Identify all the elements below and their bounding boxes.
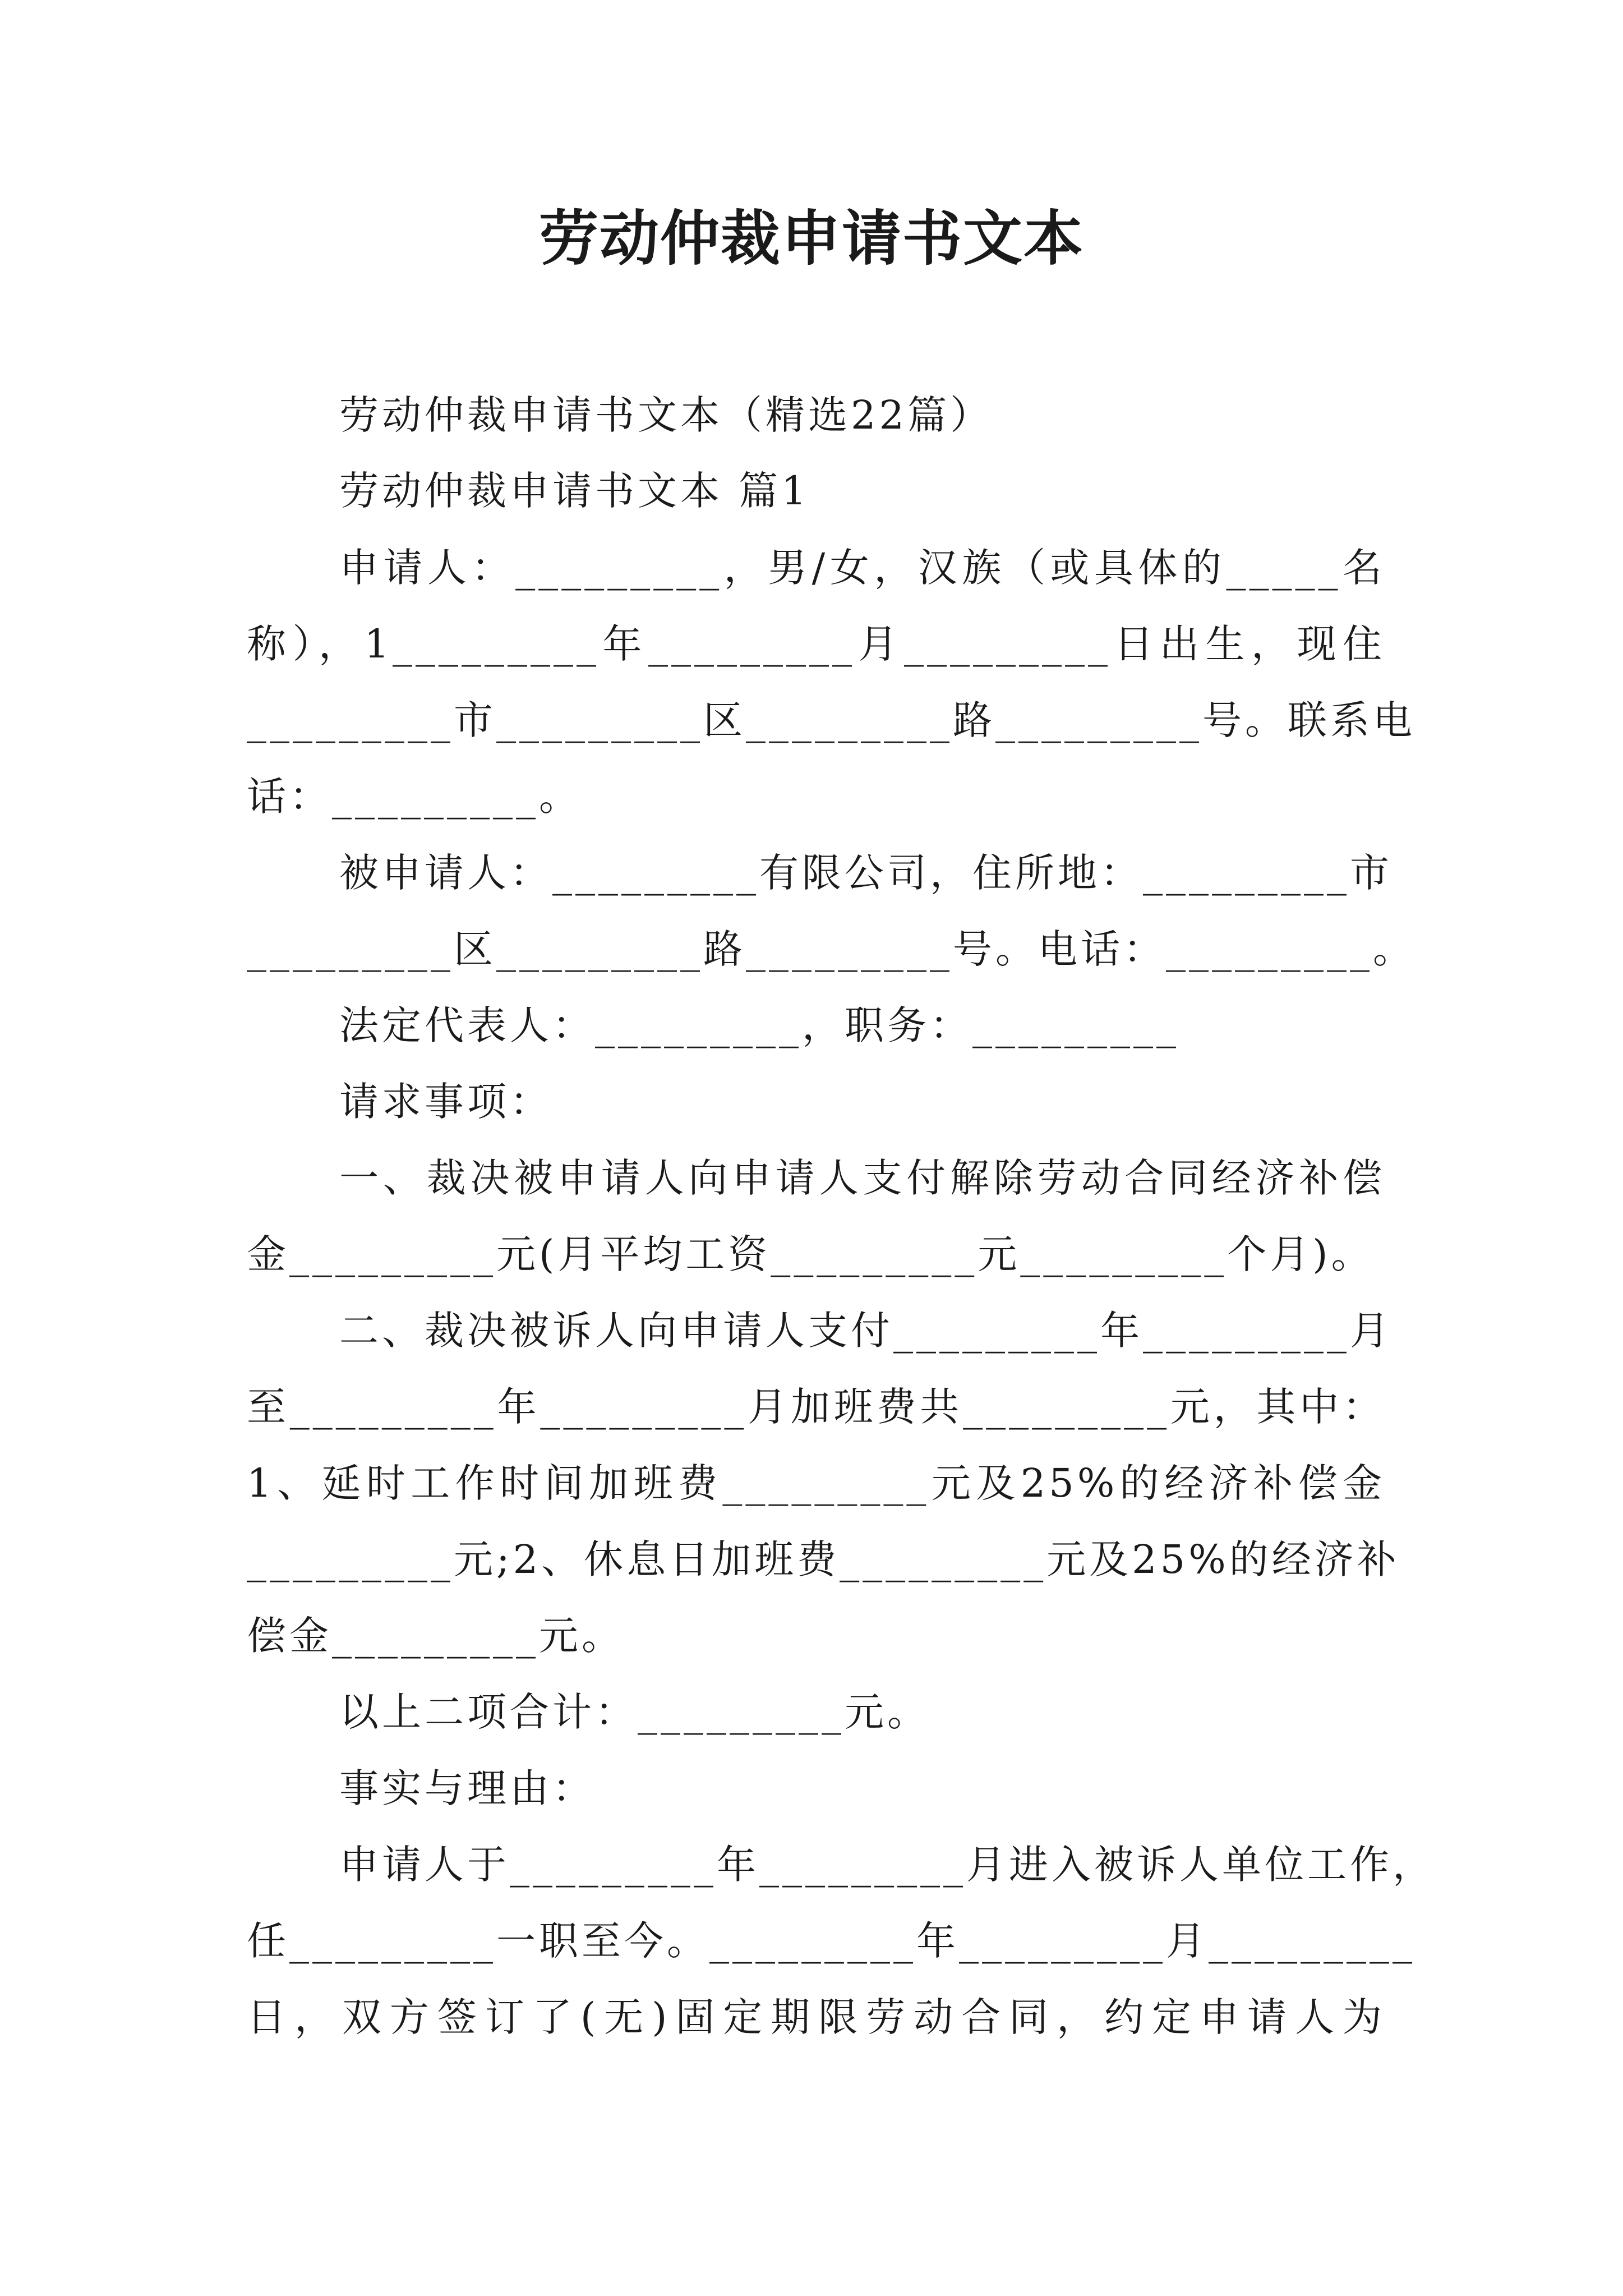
paragraph-line: 以上二项合计：_________元。: [339, 1689, 930, 1735]
paragraph-line: 称），1_________年_________月_________日出生，现住: [247, 621, 1385, 667]
paragraph-line: 日，双方签订了(无)固定期限劳动合同，约定申请人为: [247, 1994, 1385, 2040]
document-title: 劳动仲裁申请书文本: [539, 203, 1084, 273]
paragraph-line: 事实与理由：: [339, 1765, 595, 1811]
paragraph-line: 1、延时工作时间加班费_________元及25%的经济补偿金: [247, 1460, 1385, 1506]
paragraph-line: _________市_________区_________路_________号。联系电: [247, 697, 1415, 743]
paragraph-line: 至_________年_________月加班费共_________元，其中：: [247, 1384, 1385, 1430]
paragraph-line: 偿金_________元。: [247, 1613, 624, 1659]
paragraph-line: 一、裁决被申请人向申请人支付解除劳动合同经济补偿: [339, 1155, 1385, 1201]
paragraph-line: _________区_________路_________号。电话：_________。: [247, 926, 1415, 972]
paragraph-line: 请求事项：: [339, 1079, 552, 1125]
paragraph-line: 金_________元(月平均工资_________元_________个月)。: [247, 1231, 1374, 1277]
paragraph-line: 法定代表人：_________，职务：_________: [339, 1002, 1179, 1048]
paragraph-line: 申请人于_________年_________月进入被诉人单位工作，: [339, 1842, 1435, 1888]
subtitle-line: 劳动仲裁申请书文本（精选22篇）: [339, 392, 993, 438]
paragraph-line: 申请人：_________，男/女，汉族（或具体的_____名: [339, 545, 1385, 591]
section-heading: 劳动仲裁申请书文本 篇1: [339, 468, 810, 514]
paragraph-line: 话：_________。: [247, 774, 582, 820]
paragraph-line: _________元;2、休息日加班费_________元及25%的经济补: [247, 1536, 1400, 1582]
paragraph-line: 任_________一职至今。_________年_________月_________: [247, 1918, 1415, 1964]
paragraph-line: 被申请人：_________有限公司，住所地：_________市: [339, 850, 1393, 896]
paragraph-line: 二、裁决被诉人向申请人支付_________年_________月: [339, 1308, 1393, 1354]
